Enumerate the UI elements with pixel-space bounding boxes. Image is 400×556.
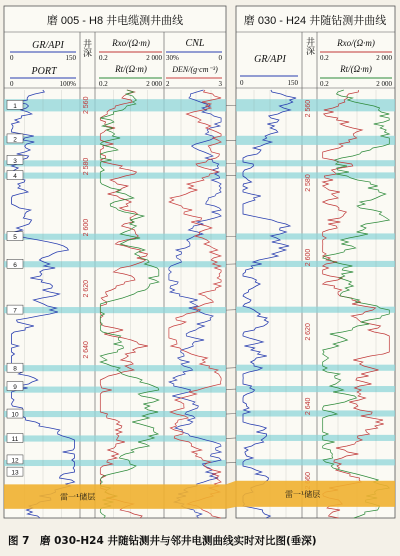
right-reservoir-label: 雷一¹储层: [285, 489, 320, 499]
right-band: [236, 410, 395, 416]
left-panel-title: 磨 005 - H8 井电缆测井曲线: [47, 13, 183, 27]
right-band: [236, 435, 395, 441]
right-depth-tick-label: 2 620: [305, 323, 312, 341]
right-band: [236, 136, 395, 145]
layer-number: 8: [13, 366, 17, 373]
right-band: [236, 386, 395, 392]
left-band: [4, 160, 226, 166]
left-depth-tick-label: 2 620: [83, 280, 90, 298]
left-rt-title: Rt/(Ω·m): [114, 64, 147, 74]
right-rxo-max: 2 000: [376, 54, 392, 62]
right-depth-tick-label: 2 560: [305, 100, 312, 118]
left-band: [4, 173, 226, 179]
layer-number: 7: [13, 308, 17, 315]
right-rxo-min: 0.2: [320, 54, 329, 62]
layer-number: 5: [13, 234, 17, 241]
layer-number: 3: [13, 158, 17, 165]
left-gr-title: GR/API: [32, 40, 64, 51]
left-band: [4, 261, 226, 267]
left-rxo-title: Rxo/(Ω·m): [111, 38, 150, 48]
right-band: [236, 172, 395, 178]
caption-svg: [0, 528, 400, 552]
left-band: [4, 365, 226, 371]
right-gr-title: GR/API: [254, 54, 286, 65]
left-depth-tick-label: 2 560: [83, 96, 90, 114]
right-rt-min: 0.2: [320, 80, 329, 88]
right-rt-title: Rt/(Ω·m): [339, 64, 372, 74]
left-den-min: 2: [166, 80, 170, 88]
layer-number: 10: [11, 412, 19, 419]
layer-number: 1: [13, 103, 17, 110]
left-rxo-max: 2 000: [146, 54, 162, 62]
left-band: [4, 136, 226, 145]
left-depth-header: [81, 38, 92, 58]
right-depth-header: [304, 36, 315, 56]
layer-number: 12: [11, 457, 19, 464]
reservoir-zone: [4, 481, 395, 509]
right-band: [236, 160, 395, 166]
left-depth-tick-label: 2 640: [83, 341, 90, 359]
left-reservoir-label: 雷一¹储层: [60, 492, 95, 502]
right-gr-max: 150: [288, 79, 299, 87]
left-band: [4, 387, 226, 393]
layer-number: 4: [13, 173, 17, 180]
right-gr-min: 0: [240, 79, 244, 87]
left-gr-max: 150: [66, 54, 77, 62]
left-den-max: 3: [219, 80, 223, 88]
left-rxo-min: 0.2: [99, 54, 108, 62]
left-cnl-max: 0: [219, 54, 223, 62]
right-band: [236, 233, 395, 239]
layer-number: 13: [11, 470, 19, 477]
left-den-title: DEN/(g·cm⁻³): [171, 65, 218, 74]
left-rt-max: 2 000: [146, 80, 162, 88]
left-depth-tick-label: 2 580: [83, 158, 90, 176]
right-rt-max: 2 000: [376, 80, 392, 88]
left-port-title: PORT: [31, 66, 58, 77]
left-band: [4, 460, 226, 466]
layer-number: 2: [13, 136, 17, 143]
left-depth-tick-label: 2 600: [83, 219, 90, 237]
right-band: [236, 459, 395, 465]
reservoir-connector: [226, 481, 236, 509]
left-port-max: 100%: [60, 80, 77, 88]
left-port-min: 0: [10, 80, 14, 88]
right-depth-tick-label: 2 580: [305, 174, 312, 192]
figure-caption: 图 7 磨 030-H24 井随钻测井与邻井电测曲线实时对比图(垂深): [8, 534, 317, 547]
right-rxo-title: Rxo/(Ω·m): [336, 38, 375, 48]
layer-number: 11: [12, 436, 19, 443]
left-depth-label: 井深: [81, 38, 92, 58]
right-depth-tick-label: 2 640: [305, 397, 312, 415]
figure-caption-block: [0, 528, 400, 552]
right-depth-tick-label: 2 600: [305, 249, 312, 267]
left-band: [4, 99, 226, 111]
left-cnl-min: 30%: [166, 54, 179, 62]
layer-number: 9: [13, 384, 17, 391]
right-panel-title: 磨 030 - H24 井随钻测井曲线: [244, 13, 386, 27]
left-cnl-title: CNL: [186, 38, 205, 49]
layer-number: 6: [13, 262, 17, 269]
left-rt-min: 0.2: [99, 80, 108, 88]
left-reservoir-zone: [4, 484, 226, 508]
left-gr-min: 0: [10, 54, 14, 62]
right-depth-label: 井深: [304, 36, 315, 56]
